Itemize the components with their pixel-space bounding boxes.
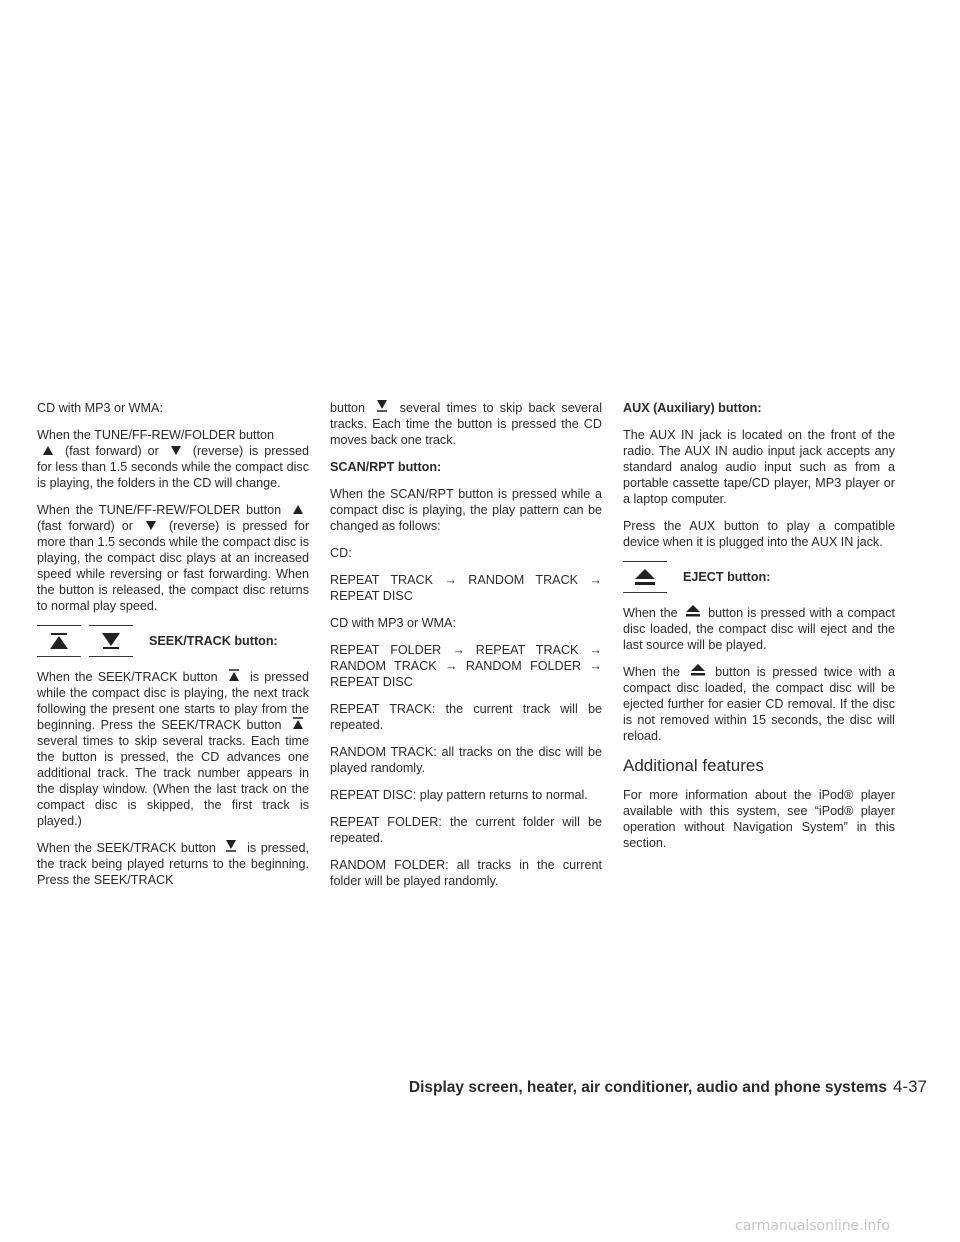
text: several times to skip back several tracks. Each time the button is pressed the CD moves back one track. xyxy=(330,401,603,447)
text: is pressed, the track being played returns to the beginning. Press the SEEK/TRACK xyxy=(37,841,310,887)
text: button is pressed with a compact disc loaded, the compact disc will eject and the last source will be played. xyxy=(623,606,896,652)
aux-heading: AUX (Auxiliary) button: xyxy=(623,401,762,415)
paragraph: RANDOM TRACK: all tracks on the disc will be played randomly. xyxy=(330,745,602,775)
text: button is pressed twice with a compact disc loaded, the compact disc will be ejected further for easier CD removal. If the disc is not removed within 15 seconds, the disc will reload. xyxy=(623,665,896,743)
paragraph: Press the AUX button to play a compatible device when it is plugged into the AUX IN jack. xyxy=(623,519,895,549)
column-1 xyxy=(37,400,309,899)
watermark: carmanualsonline.info xyxy=(735,1218,890,1234)
paragraph: CD: xyxy=(330,546,352,560)
paragraph: REPEAT TRACK: the current track will be repeated. xyxy=(330,702,602,732)
paragraph: REPEAT TRACK → RANDOM TRACK → REPEAT DISC xyxy=(330,573,602,603)
text: several times to skip several tracks. Each time the button is pressed, the CD advances one additional track. The track number appears in the display window. (When the last track on the compact disc is skipped, the first track is played.) xyxy=(37,734,309,828)
scan-rpt-heading: SCAN/RPT button: xyxy=(330,460,442,474)
page-number: 4-37 xyxy=(892,1077,927,1096)
fast-forward-up-icon xyxy=(287,502,309,518)
text: is pressed while the compact disc is playing, the next track following the present one starts to play from the beginning. Press the SEEK/TRACK button xyxy=(37,670,310,732)
fast-forward-up-icon xyxy=(37,443,59,459)
seek-down-icon xyxy=(101,632,121,650)
text: When the SEEK/TRACK button xyxy=(37,670,218,684)
paragraph xyxy=(623,605,895,653)
text: When the xyxy=(623,665,680,679)
seek-down-icon xyxy=(371,400,393,416)
eject-icon xyxy=(682,605,704,621)
seek-up-icon xyxy=(223,669,245,685)
paragraph: When the SCAN/RPT button is pressed while a compact disc is playing, the play pattern can be changed as follows: xyxy=(330,487,602,533)
reverse-down-icon xyxy=(140,518,162,534)
seek-down-icon xyxy=(220,840,242,856)
section-title: Display screen, heater, air conditioner, audio and phone systems xyxy=(408,1079,887,1096)
text: When the SEEK/TRACK button xyxy=(37,841,216,855)
paragraph: REPEAT DISC: play pattern returns to normal. xyxy=(330,788,588,802)
page-footer xyxy=(397,1077,927,1097)
seek-up-icon-box xyxy=(37,625,81,657)
seek-up-icon xyxy=(287,717,309,733)
paragraph: For more information about the iPod® player available with this system, see “iPod® player operation without Navigation System” in this section. xyxy=(623,788,895,850)
paragraph xyxy=(37,669,309,829)
eject-icon xyxy=(634,568,656,586)
text: (reverse) is pressed for less than 1.5 seconds while the compact disc is playing, the folders in the CD will change. xyxy=(37,444,310,490)
text: (fast forward) or xyxy=(64,444,159,458)
column-3 xyxy=(623,400,895,862)
additional-features-heading: Additional features xyxy=(623,756,764,775)
paragraph xyxy=(330,400,602,448)
text: (fast forward) or xyxy=(37,519,133,533)
paragraph: The AUX IN jack is located on the front of the radio. The AUX IN audio input jack accepts any standard analog audio input such as from a portable cassette tape/CD player, MP3 player or a laptop computer. xyxy=(623,428,895,506)
paragraph: CD with MP3 or WMA: xyxy=(330,616,456,630)
paragraph xyxy=(623,664,895,744)
paragraph: REPEAT FOLDER → REPEAT TRACK → RANDOM TRACK → RANDOM FOLDER → REPEAT DISC xyxy=(330,643,602,689)
column-2 xyxy=(330,400,602,900)
text: When the TUNE/FF-REW/FOLDER button xyxy=(37,428,275,442)
reverse-down-icon xyxy=(165,443,187,459)
paragraph: RANDOM FOLDER: all tracks in the current folder will be played randomly. xyxy=(330,858,602,888)
seek-down-icon-box xyxy=(89,625,133,657)
eject-heading xyxy=(623,561,895,593)
paragraph xyxy=(37,427,309,491)
eject-label: EJECT button: xyxy=(683,570,771,584)
text: button xyxy=(330,401,366,415)
paragraph xyxy=(37,840,309,888)
seek-track-heading xyxy=(37,625,309,657)
seek-up-icon xyxy=(49,632,69,650)
text: (reverse) is pressed for more than 1.5 seconds while the compact disc is playing, the compact disc plays at an increased speed while reversing or fast forwarding. When the button is released, the compact disc returns to normal play speed. xyxy=(37,519,310,613)
paragraph xyxy=(37,502,309,614)
paragraph: CD with MP3 or WMA: xyxy=(37,401,163,415)
paragraph: REPEAT FOLDER: the current folder will be repeated. xyxy=(330,815,602,845)
text: When the TUNE/FF-REW/FOLDER button xyxy=(37,503,282,517)
seek-track-label: SEEK/TRACK button: xyxy=(149,634,278,648)
eject-icon-box xyxy=(623,561,667,593)
eject-icon xyxy=(687,664,709,680)
text: When the xyxy=(623,606,678,620)
